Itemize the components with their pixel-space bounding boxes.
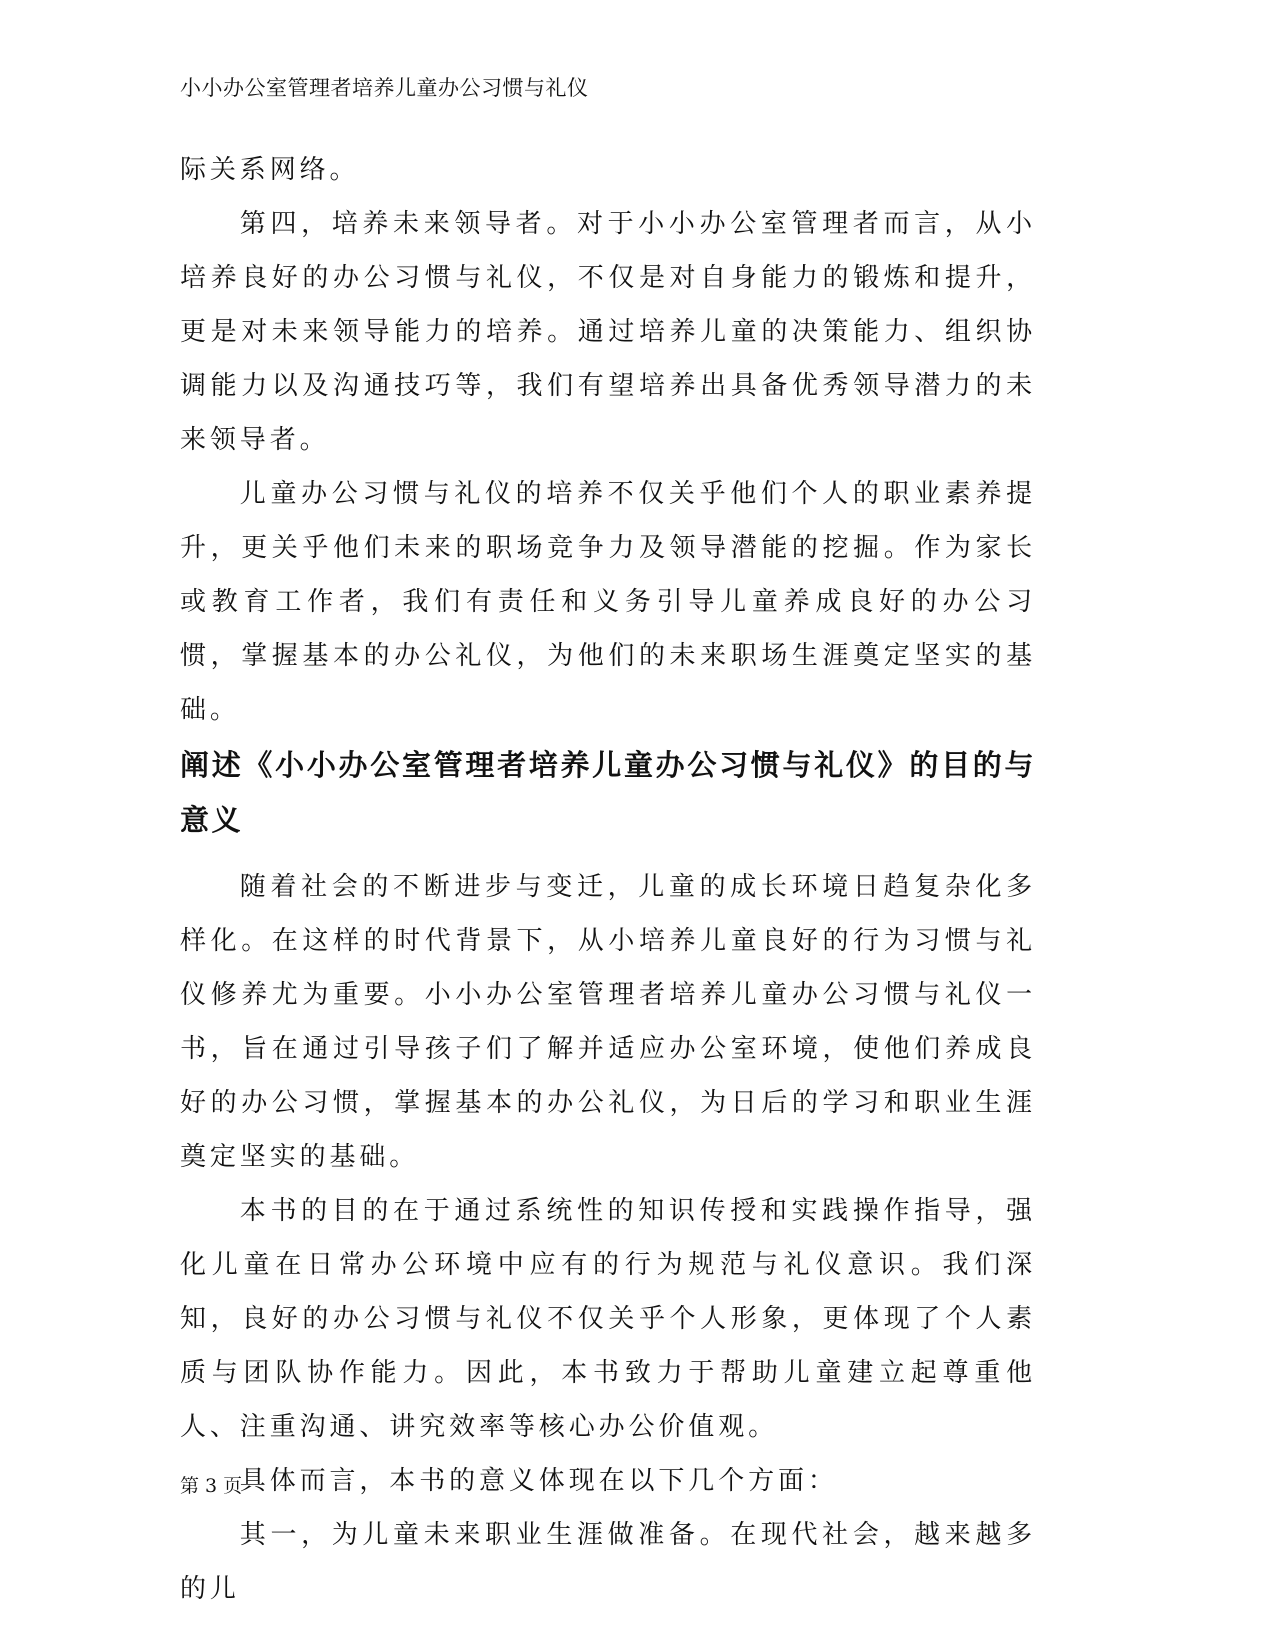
paragraph-continuation: 际关系网络。	[180, 155, 360, 185]
page-header-title: 小小办公室管理者培养儿童办公习惯与礼仪	[180, 76, 589, 100]
section-heading: 阐述《小小办公室管理者培养儿童办公习惯与礼仪》的目的与意义	[180, 748, 1036, 837]
paragraph-future-leaders: 第四，培养未来领导者。对于小小办公室管理者而言，从小培养良好的办公习惯与礼仪，不仅是对自身能力的锻炼和提升，更是对未来领导能力的培养。通过培养儿童的决策能力、组织协调能力以及沟通技巧等，我们有望培养出具备优秀领导潜力的未来领导者。	[180, 209, 1036, 455]
paragraph-summary: 儿童办公习惯与礼仪的培养不仅关乎他们个人的职业素养提升，更关乎他们未来的职场竞争力及领导潜能的挖掘。作为家长或教育工作者，我们有责任和义务引导儿童养成良好的办公习惯，掌握基本的办公礼仪，为他们的未来职场生涯奠定坚实的基础。	[180, 479, 1036, 725]
paragraph-significance-intro: 具体而言，本书的意义体现在以下几个方面：	[239, 1466, 838, 1496]
paragraph-point-one: 其一，为儿童未来职业生涯做准备。在现代社会，越来越多的儿	[180, 1520, 1036, 1604]
paragraph-purpose: 本书的目的在于通过系统性的知识传授和实践操作指导，强化儿童在日常办公环境中应有的行为规范与礼仪意识。我们深知，良好的办公习惯与礼仪不仅关乎个人形象，更体现了个人素质与团队协作能力。因此，本书致力于帮助儿童建立起尊重他人、注重沟通、讲究效率等核心办公价值观。	[180, 1196, 1036, 1442]
page-number: 第 3 页	[180, 1475, 243, 1497]
document-body	[180, 143, 1036, 1616]
paragraph-background: 随着社会的不断进步与变迁，儿童的成长环境日趋复杂化多样化。在这样的时代背景下，从小培养儿童良好的行为习惯与礼仪修养尤为重要。小小办公室管理者培养儿童办公习惯与礼仪一书，旨在通过引导孩子们了解并适应办公室环境，使他们养成良好的办公习惯，掌握基本的办公礼仪，为日后的学习和职业生涯奠定坚实的基础。	[180, 872, 1036, 1172]
